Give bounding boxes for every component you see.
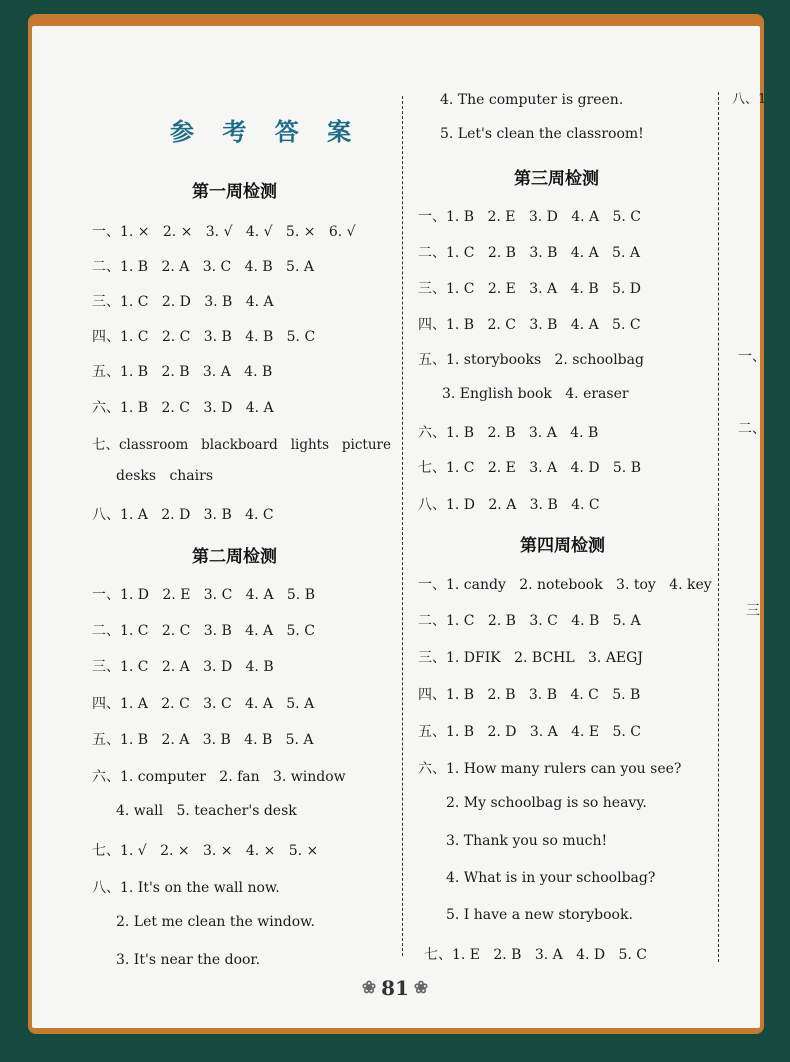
answer-line: 3. It's near the door.: [116, 952, 261, 968]
flower-ornament-icon: ❀: [413, 978, 429, 998]
answer-line: 4. The computer is green.: [440, 92, 624, 108]
week2-heading: 第二周检测: [192, 547, 277, 567]
answer-line: desks chairs: [116, 468, 214, 484]
answer-line: 一、1. D 2. E 3. C 4. A 5. B: [92, 587, 315, 603]
answer-line: 六、1. B 2. B 3. A 4. B: [418, 425, 599, 441]
answer-line: 五、1. B 2. B 3. A 4. B: [92, 364, 273, 380]
answer-line: 六、1. B 2. C 3. D 4. A: [92, 400, 274, 416]
answer-line: 四、1. B 2. C 3. B 4. A 5. C: [418, 317, 641, 333]
answer-line: 一、1. candy 2. notebook 3. toy 4. key: [418, 577, 712, 593]
page-number: 81: [381, 976, 409, 1000]
column-divider: [718, 92, 719, 962]
answer-line: 六、1. How many rulers can you see?: [418, 761, 682, 777]
answer-line: 三、1. C 2. D 3. B 4. A: [92, 294, 274, 310]
answer-line: 七、1. E 2. B 3. A 4. D 5. C: [424, 947, 647, 963]
edge-fragment: 八、1: [732, 92, 767, 107]
answer-line: 五、1. storybooks 2. schoolbag: [418, 352, 644, 368]
flower-ornament-icon: ❀: [361, 978, 377, 998]
answer-line: 三、1. C 2. E 3. A 4. B 5. D: [418, 281, 641, 297]
answer-line: 八、1. A 2. D 3. B 4. C: [92, 507, 274, 523]
answer-line: 三、1. C 2. A 3. D 4. B: [92, 659, 274, 675]
answer-line: 2. Let me clean the window.: [116, 914, 315, 930]
answer-line: 五、1. B 2. D 3. A 4. E 5. C: [418, 724, 641, 740]
page-title: 参 考 答 案: [170, 117, 362, 146]
answer-line: 八、1. D 2. A 3. B 4. C: [418, 497, 600, 513]
answer-line: 五、1. B 2. A 3. B 4. B 5. A: [92, 732, 314, 748]
answer-line: 八、1. It's on the wall now.: [92, 880, 280, 896]
week1-heading: 第一周检测: [192, 182, 277, 202]
edge-fragment: 二、: [738, 421, 766, 437]
answer-line: 二、1. B 2. A 3. C 4. B 5. A: [92, 259, 314, 275]
answer-line: 5. I have a new storybook.: [446, 907, 633, 923]
answer-line: 二、1. C 2. C 3. B 4. A 5. C: [92, 623, 315, 639]
answer-line: 四、1. B 2. B 3. B 4. C 5. B: [418, 687, 641, 703]
answer-line: 4. wall 5. teacher's desk: [116, 803, 297, 819]
answer-line: 四、1. A 2. C 3. C 4. A 5. A: [92, 696, 315, 712]
edge-fragment: 一、: [738, 349, 766, 365]
answer-line: 四、1. C 2. C 3. B 4. B 5. C: [92, 329, 316, 345]
answer-line: 七、1. C 2. E 3. A 4. D 5. B: [418, 460, 641, 476]
answer-line: 七、classroom blackboard lights picture: [92, 437, 391, 453]
answer-line: 3. English book 4. eraser: [442, 386, 629, 402]
week3-heading: 第三周检测: [514, 169, 599, 189]
edge-fragment: 三: [746, 603, 760, 619]
answer-line: 六、1. computer 2. fan 3. window: [92, 769, 346, 785]
answer-line: 一、1. × 2. × 3. √ 4. √ 5. × 6. √: [92, 224, 356, 240]
page-number-block: [354, 976, 436, 1000]
answer-line: 二、1. C 2. B 3. B 4. A 5. A: [418, 245, 640, 261]
week4-heading: 第四周检测: [520, 536, 605, 556]
answer-line: 二、1. C 2. B 3. C 4. B 5. A: [418, 613, 641, 629]
answer-line: 2. My schoolbag is so heavy.: [446, 795, 647, 811]
column-divider: [402, 96, 403, 956]
answer-line: 七、1. √ 2. × 3. × 4. × 5. ×: [92, 843, 319, 859]
answer-line: 3. Thank you so much!: [446, 833, 608, 849]
answer-line: 一、1. B 2. E 3. D 4. A 5. C: [418, 209, 641, 225]
answer-line: 5. Let's clean the classroom!: [440, 126, 644, 142]
answer-line: 4. What is in your schoolbag?: [446, 870, 656, 886]
answer-line: 三、1. DFIK 2. BCHL 3. AEGJ: [418, 650, 643, 666]
